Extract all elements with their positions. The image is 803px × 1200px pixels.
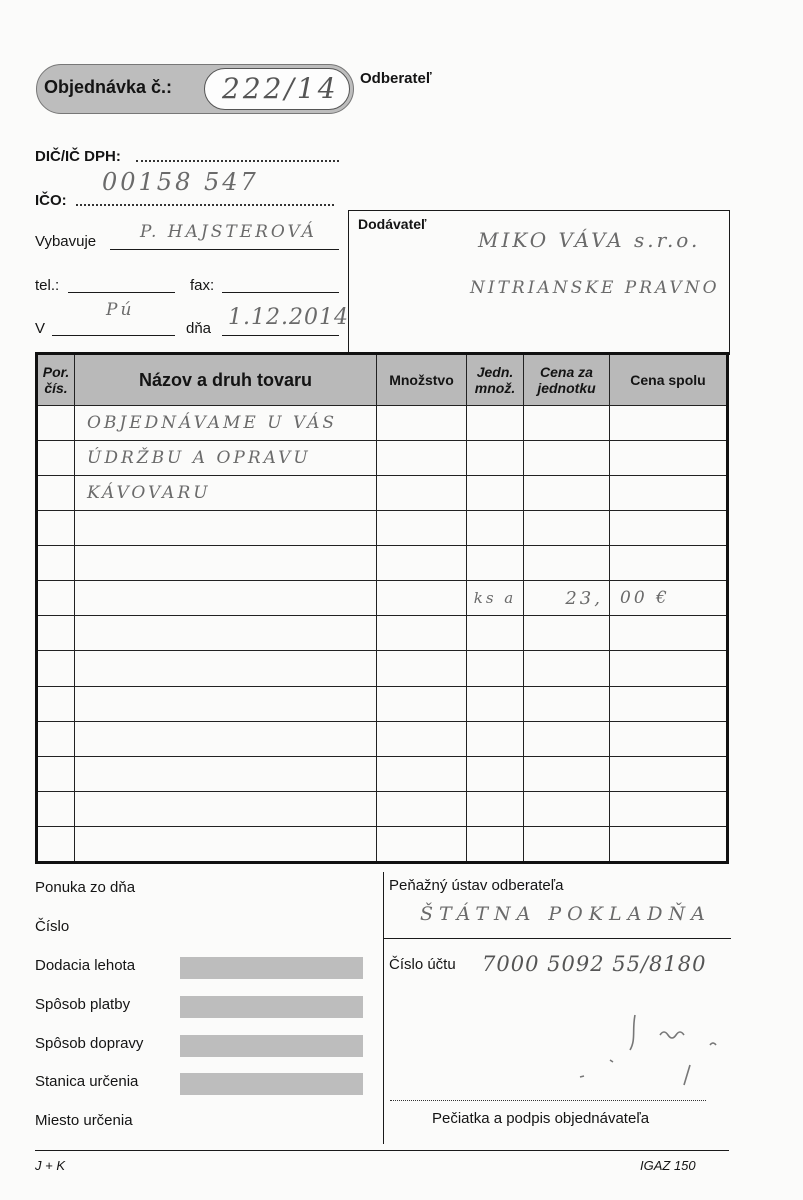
bank-label: Peňažný ústav odberateľa — [389, 877, 564, 894]
item-unit-cell — [467, 651, 524, 686]
item-unit-price-cell: 23, — [524, 581, 610, 616]
dic-dotted-line — [136, 160, 339, 162]
item-name-cell — [75, 686, 377, 721]
item-name-cell: ÚDRŽBU A OPRAVU — [75, 441, 377, 476]
item-name-cell — [75, 581, 377, 616]
transport-bar — [180, 1035, 363, 1057]
station-label: Stanica určenia — [35, 1073, 139, 1090]
signature-mark — [540, 1005, 740, 1095]
item-number-cell — [37, 616, 75, 651]
customer-label: Odberateľ — [360, 70, 432, 87]
item-number-cell — [37, 511, 75, 546]
item-name-cell — [75, 826, 377, 862]
item-quantity-cell — [377, 756, 467, 791]
item-quantity-cell — [377, 826, 467, 862]
place-value: Pú — [106, 300, 135, 320]
fax-label: fax: — [190, 277, 215, 294]
date-label: dňa — [186, 320, 212, 337]
table-row — [37, 721, 728, 756]
item-total-cell — [610, 476, 728, 511]
footer-right: IGAZ 150 — [640, 1158, 696, 1173]
table-row — [37, 581, 728, 616]
item-unit-cell — [467, 616, 524, 651]
table-row — [37, 791, 728, 826]
delivery-bar — [180, 957, 363, 979]
bank-line — [383, 938, 731, 939]
item-number-cell — [37, 476, 75, 511]
col-header-number: Por. čís. — [37, 354, 75, 406]
number-label: Číslo — [35, 918, 70, 935]
issuer-label: Vybavuje — [35, 233, 97, 250]
items-table — [35, 352, 729, 864]
item-unit-price-cell — [524, 686, 610, 721]
station-bar — [180, 1073, 363, 1095]
item-name-cell — [75, 616, 377, 651]
payment-bar — [180, 996, 363, 1018]
item-unit-cell — [467, 826, 524, 862]
signature-label: Pečiatka a podpis objednávateľa — [432, 1110, 650, 1127]
item-number-cell — [37, 581, 75, 616]
items-table-header — [37, 354, 728, 406]
fax-line — [222, 292, 339, 293]
supplier-address: NITRIANSKE PRAVNO — [470, 278, 720, 298]
item-number-cell — [37, 546, 75, 581]
item-quantity-cell — [377, 651, 467, 686]
item-total-cell: 00 € — [610, 581, 728, 616]
issuer-value: P. HAJSTEROVÁ — [140, 222, 317, 242]
dic-label: DIČ/IČ DPH: — [35, 148, 121, 165]
item-total-cell — [610, 756, 728, 791]
item-unit-cell — [467, 686, 524, 721]
table-row — [37, 441, 728, 476]
item-name-cell — [75, 756, 377, 791]
item-total-cell — [610, 721, 728, 756]
item-unit-cell — [467, 546, 524, 581]
tel-label: tel.: — [35, 277, 60, 294]
item-unit-price-cell — [524, 756, 610, 791]
footer-left: J + K — [35, 1158, 65, 1173]
item-name-cell — [75, 511, 377, 546]
item-number-cell — [37, 756, 75, 791]
table-row — [37, 651, 728, 686]
item-unit-price-cell — [524, 791, 610, 826]
item-name-cell — [75, 791, 377, 826]
item-name-cell — [75, 651, 377, 686]
table-row — [37, 406, 728, 441]
item-unit-price-cell — [524, 616, 610, 651]
item-quantity-cell — [377, 441, 467, 476]
date-value: 1.12.2014 — [228, 305, 349, 330]
col-header-unit: Jedn. množ. — [467, 354, 524, 406]
item-total-cell — [610, 791, 728, 826]
item-unit-cell — [467, 476, 524, 511]
item-unit-price-cell — [524, 546, 610, 581]
issuer-line — [110, 249, 339, 250]
item-total-cell — [610, 511, 728, 546]
item-number-cell — [37, 826, 75, 862]
table-row — [37, 511, 728, 546]
ico-label: IČO: — [35, 192, 67, 209]
item-unit-cell — [467, 756, 524, 791]
supplier-label: Dodávateľ — [358, 216, 427, 232]
offer-label: Ponuka zo dňa — [35, 879, 136, 896]
item-unit-price-cell — [524, 476, 610, 511]
bottom-divider — [383, 872, 384, 1144]
item-number-cell — [37, 406, 75, 441]
bank-value: ŠTÁTNA POKLADŇA — [420, 903, 711, 925]
item-unit-cell — [467, 791, 524, 826]
item-unit-price-cell — [524, 826, 610, 862]
item-number-cell — [37, 441, 75, 476]
payment-label: Spôsob platby — [35, 996, 131, 1013]
order-number-value: 222/14 — [222, 72, 339, 105]
place-label: V — [35, 320, 46, 337]
item-quantity-cell — [377, 511, 467, 546]
item-quantity-cell — [377, 581, 467, 616]
col-header-quantity: Množstvo — [377, 354, 467, 406]
table-row — [37, 826, 728, 862]
table-row — [37, 546, 728, 581]
item-total-cell — [610, 686, 728, 721]
col-header-unit-price: Cena za jednotku — [524, 354, 610, 406]
order-label: Objednávka č.: — [44, 77, 173, 97]
supplier-name: MIKO VÁVA s.r.o. — [478, 228, 701, 252]
account-label: Číslo účtu — [389, 956, 456, 973]
item-quantity-cell — [377, 791, 467, 826]
item-name-cell — [75, 546, 377, 581]
item-quantity-cell — [377, 476, 467, 511]
signature-dotted-line — [390, 1100, 706, 1101]
item-quantity-cell — [377, 616, 467, 651]
table-row — [37, 476, 728, 511]
table-row — [37, 616, 728, 651]
item-total-cell — [610, 826, 728, 862]
item-number-cell — [37, 721, 75, 756]
item-quantity-cell — [377, 546, 467, 581]
item-unit-price-cell — [524, 721, 610, 756]
footer-line — [35, 1150, 729, 1151]
item-total-cell — [610, 406, 728, 441]
item-unit-cell: ks a — [467, 581, 524, 616]
transport-label: Spôsob dopravy — [35, 1035, 144, 1052]
item-number-cell — [37, 686, 75, 721]
item-name-cell: KÁVOVARU — [75, 476, 377, 511]
destination-label: Miesto určenia — [35, 1112, 133, 1129]
table-row — [37, 756, 728, 791]
item-total-cell — [610, 616, 728, 651]
item-total-cell — [610, 441, 728, 476]
col-header-name: Názov a druh tovaru — [75, 354, 377, 406]
item-number-cell — [37, 791, 75, 826]
item-unit-price-cell — [524, 651, 610, 686]
item-number-cell — [37, 651, 75, 686]
item-name-cell: OBJEDNÁVAME U VÁS — [75, 406, 377, 441]
item-unit-cell — [467, 406, 524, 441]
ico-dotted-line — [76, 204, 334, 206]
item-unit-cell — [467, 721, 524, 756]
tel-line — [68, 292, 175, 293]
item-total-cell — [610, 546, 728, 581]
item-unit-price-cell — [524, 441, 610, 476]
table-row — [37, 686, 728, 721]
item-unit-price-cell — [524, 511, 610, 546]
item-unit-cell — [467, 441, 524, 476]
item-total-cell — [610, 651, 728, 686]
date-line — [222, 335, 339, 336]
place-line — [52, 335, 175, 336]
account-value: 7000 5092 55/8180 — [482, 952, 707, 976]
delivery-label: Dodacia lehota — [35, 957, 136, 974]
item-name-cell — [75, 721, 377, 756]
item-unit-price-cell — [524, 406, 610, 441]
item-quantity-cell — [377, 406, 467, 441]
item-unit-cell — [467, 511, 524, 546]
ico-value: 00158 547 — [102, 168, 259, 196]
col-header-total: Cena spolu — [610, 354, 728, 406]
item-quantity-cell — [377, 721, 467, 756]
item-quantity-cell — [377, 686, 467, 721]
